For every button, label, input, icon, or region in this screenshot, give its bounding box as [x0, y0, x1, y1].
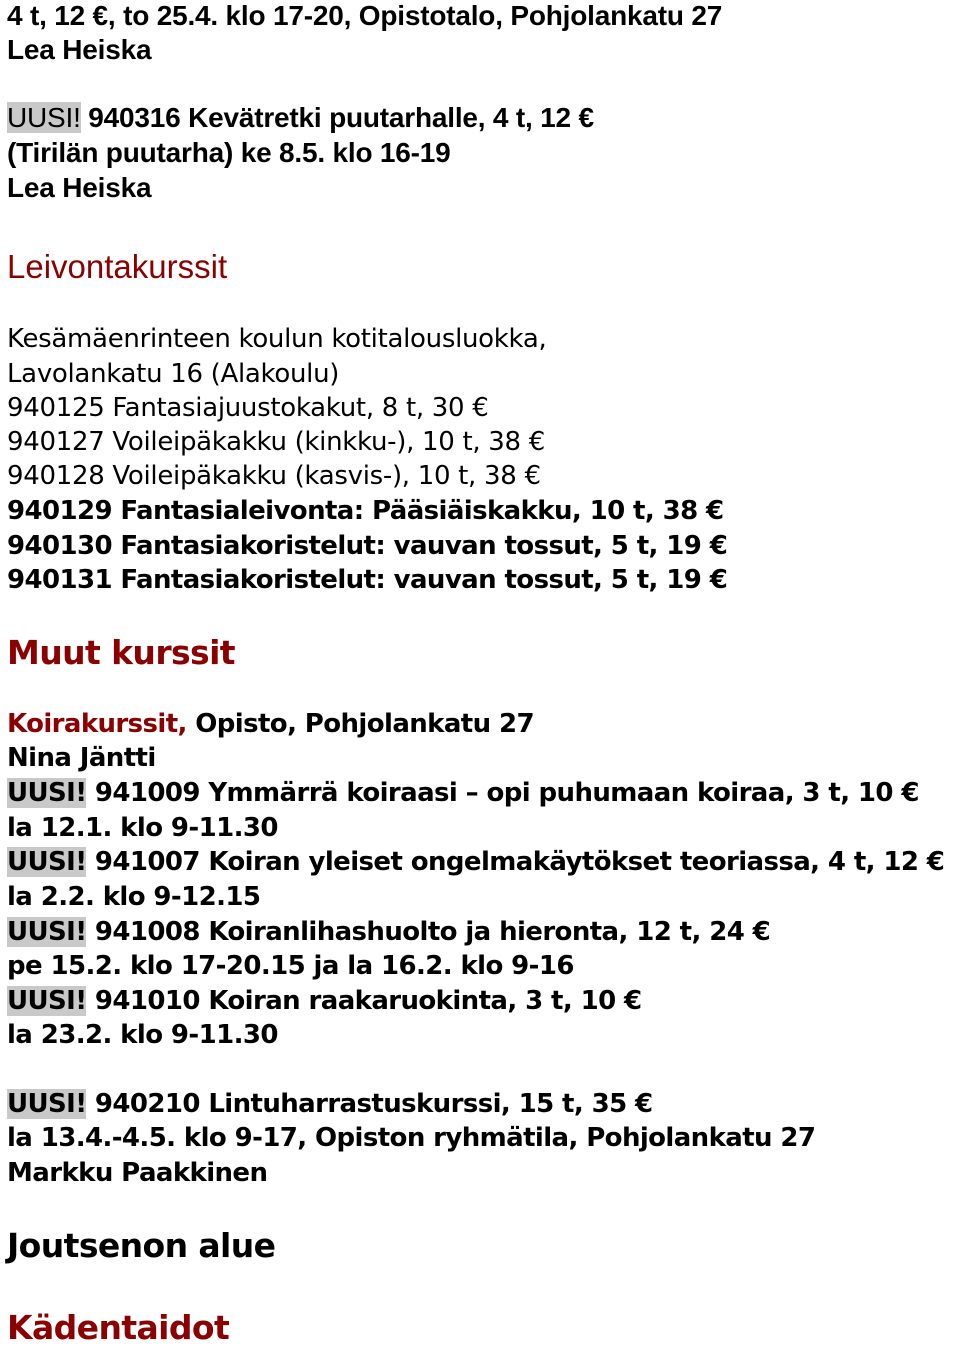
dog-courses-label: Koirakurssit, [7, 709, 187, 739]
dog-course-when: la 12.1. klo 9-11.30 [7, 813, 278, 843]
baking-course-item: 940131 Fantasiakoristelut: vauvan tossut, 5 t, 19 € [7, 565, 728, 595]
baking-location-line: Lavolankatu 16 (Alakoulu) [7, 359, 340, 389]
new-badge: UUSI! [7, 1089, 87, 1119]
area-heading: Joutsenon alue [7, 1226, 276, 1265]
dog-course-title [7, 780, 919, 806]
bird-course-title-text: 940210 Lintuharrastuskurssi, 15 t, 35 € [86, 1089, 653, 1119]
teacher-name: Lea Heiska [7, 34, 152, 65]
dog-course-title-text: 941008 Koiranlihashuolto ja hieronta, 12 t, 24 € [86, 917, 771, 947]
section-heading-other: Muut kurssit [7, 633, 235, 672]
dog-course-title [7, 849, 944, 875]
section-heading-baking: Leivontakurssit [7, 248, 228, 285]
dog-courses-location [7, 711, 534, 737]
dog-course-title [7, 919, 770, 945]
baking-location-line: Kesämäenrinteen koulun kotitalousluokka, [7, 324, 547, 354]
new-badge: UUSI! [7, 102, 81, 133]
dog-course-title-text: 941007 Koiran yleiset ongelmakäytökset teoriassa, 4 t, 12 € [86, 847, 945, 877]
baking-course-item: 940130 Fantasiakoristelut: vauvan tossut, 5 t, 19 € [7, 531, 728, 561]
baking-course-item: 940129 Fantasialeivonta: Pääsiäiskakku, 10 t, 38 € [7, 496, 724, 526]
dog-courses-place: Opisto, Pohjolankatu 27 [186, 709, 534, 739]
dog-course-title [7, 988, 642, 1014]
dog-course-title-text: 941010 Koiran raakaruokinta, 3 t, 10 € [86, 986, 642, 1016]
bird-course-title [7, 1091, 653, 1117]
new-badge: UUSI! [7, 917, 87, 947]
new-badge: UUSI! [7, 847, 87, 877]
teacher-name: Lea Heiska [7, 172, 152, 203]
spring-trip-when: (Tirilän puutarha) ke 8.5. klo 16-19 [7, 137, 451, 168]
course-schedule-line: 4 t, 12 €, to 25.4. klo 17-20, Opistotalo, Pohjolankatu 27 [7, 0, 723, 31]
spring-trip-title [7, 104, 594, 132]
baking-course-item: 940128 Voileipäkakku (kasvis-), 10 t, 38 € [7, 461, 541, 491]
section-heading-crafts: Kädentaidot [7, 1308, 230, 1347]
teacher-name: Nina Jäntti [7, 743, 156, 773]
dog-course-when: la 23.2. klo 9-11.30 [7, 1020, 278, 1050]
teacher-name: Markku Paakkinen [7, 1158, 268, 1188]
baking-course-item: 940127 Voileipäkakku (kinkku-), 10 t, 38 € [7, 427, 545, 457]
dog-course-when: pe 15.2. klo 17-20.15 ja la 16.2. klo 9-16 [7, 951, 574, 981]
baking-course-item: 940125 Fantasiajuustokakut, 8 t, 30 € [7, 393, 489, 423]
spring-trip-title-text: 940316 Kevätretki puutarhalle, 4 t, 12 € [80, 102, 594, 133]
bird-course-when: la 13.4.-4.5. klo 9-17, Opiston ryhmätila, Pohjolankatu 27 [7, 1123, 816, 1153]
new-badge: UUSI! [7, 986, 87, 1016]
dog-course-title-text: 941009 Ymmärrä koiraasi – opi puhumaan koiraa, 3 t, 10 € [86, 778, 919, 808]
new-badge: UUSI! [7, 778, 87, 808]
dog-course-when: la 2.2. klo 9-12.15 [7, 882, 261, 912]
